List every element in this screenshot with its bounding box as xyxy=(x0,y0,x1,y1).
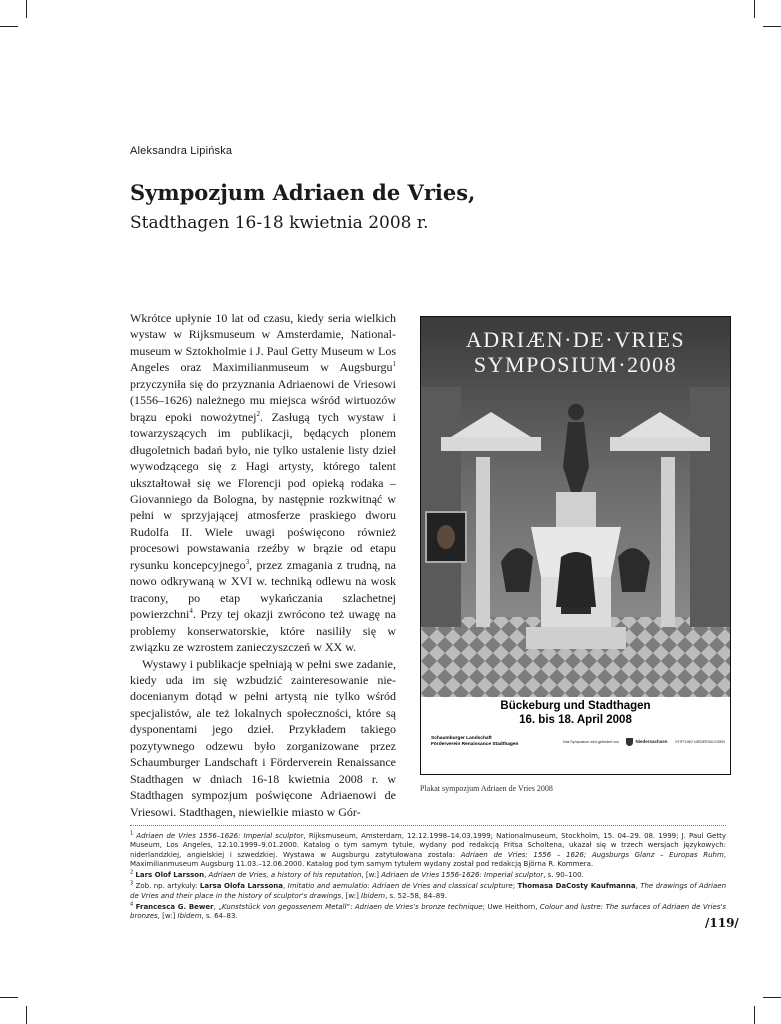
text-run: ; xyxy=(512,882,518,891)
poster-title-line: ADRIÆN·DE·VRIES xyxy=(465,327,686,352)
sponsor-note: Das Symposium wird gefördert von xyxy=(563,740,619,744)
poster-organizers xyxy=(431,736,518,748)
footnote-number: 1 xyxy=(130,830,134,837)
bold-text: Thomasa DaCosty Kaufmanna xyxy=(517,882,636,891)
crop-mark xyxy=(26,0,27,18)
italic-text: Adriaen de Vries's bronze technique xyxy=(354,903,483,912)
poster-dates: 16. bis 18. April 2008 xyxy=(519,714,632,726)
crest-icon xyxy=(626,738,633,746)
italic-text: Adriaen de Vries, a history of his reputation xyxy=(208,871,362,880)
footnote-ref: 3 xyxy=(245,557,250,566)
text-run: ; Uwe Heithorn, xyxy=(482,903,540,912)
italic-text: Colour and lustre: The surfaces of Adriaen de Vries's bronzes xyxy=(130,903,727,921)
text-run: , [w:] xyxy=(341,891,362,900)
crop-mark xyxy=(763,26,781,27)
poster-sponsor-logos xyxy=(563,738,725,746)
footnotes xyxy=(130,832,726,924)
author-name: Aleksandra Lipińska xyxy=(130,145,233,157)
italic-text: Adriaen de Vries: 1556 – 1626; Augsburgs Glanz – Europas Ruhm xyxy=(460,850,724,859)
text-run: , s. 52–58, 84–89. xyxy=(385,891,447,900)
italic-text: Ibidem xyxy=(177,912,202,921)
poster-place-dates xyxy=(421,699,730,727)
crop-mark xyxy=(763,997,781,998)
poster-title-line: SYMPOSIUM·2008 xyxy=(473,352,678,377)
poster-org-line: Förderverein Renaissance Stadthagen xyxy=(431,742,519,747)
poster-place: Bückeburg und Stadthagen xyxy=(500,700,651,712)
text-run: , s. 64–83. xyxy=(201,912,238,921)
text-run: Wkrótce upłynie 10 lat od czasu, kiedy seria wielkich wystaw w Rijksmuseum w Amsterdamie, Nationalmuseum w Sztokholmie i J. Paul Getty Museum w Los Angeles oraz Maximilianmuseum w Augsburgu xyxy=(130,311,396,375)
paragraph-1 xyxy=(130,310,396,656)
crop-mark xyxy=(0,26,18,27)
footnote-ref: 1 xyxy=(392,360,396,369)
text-run: , przez zmagania z trudną, na nowo odkrywaną w XVI w. techniką odlewu na wosk tracony, po etap wykańczania szlachetnej powierzchni xyxy=(130,557,396,622)
poster-title xyxy=(421,327,730,377)
footnote xyxy=(130,882,726,901)
text-run: , Maximilianmuseum Augsburg 11.03.–12.06.2000. Katalog pod tym samym tytułem wydany został pod redakcją Björna R. Kommera. xyxy=(130,850,727,868)
crop-mark xyxy=(0,997,18,998)
italic-text: Imitatio and aemulatio: Adriaen de Vries and classical sculpture xyxy=(287,882,513,891)
article-title: Sympozjum Adriaen de Vries, xyxy=(130,180,476,205)
paragraph-2: Wystawy i publikacje spełniają w pełni swe zadanie, kiedy uda im się wzbudzić zainteresowanie niedocenianym dotąd w pełni artystą nie tylko wśród specjalistów, ale też lokalnych społeczności, które są dysponentami jego dzieł. Przykładem takiego pozytywnego odzewu było zorganizowane przez Schaumburger Landschaft i Förderverein Renaissance Stadthagen w dniach 16-18 kwietnia 2008 r. w Stadthagen sympozjum poświęcone Adriaenowi de Vriesowi. Stadthagen, niewielkie miasto w Gór- xyxy=(130,656,396,819)
footnote-number: 4 xyxy=(130,901,134,908)
crop-mark xyxy=(754,1006,755,1024)
bold-text: Larsa Olofa Larssona xyxy=(199,882,284,891)
footnote-number: 3 xyxy=(130,881,134,888)
text-run: , [w:] xyxy=(361,871,382,880)
footnote-ref: 4 xyxy=(189,607,193,616)
footnote xyxy=(130,832,726,869)
text-run: , xyxy=(283,882,288,891)
bold-text: Francesca G. Bewer xyxy=(135,903,214,912)
text-run: . Przy tej okazji zwrócono też uwagę na problemy konserwatorskie, które nasiliły się w związku ze wzrostem zanieczyszczeń w XX w. xyxy=(130,607,396,655)
bold-text: Lars Olof Larsson xyxy=(135,871,205,880)
symposium-poster xyxy=(420,316,731,775)
niedersachsen-logo xyxy=(626,738,667,746)
text-run: Zob. np. artykuły: xyxy=(135,882,200,891)
text-run: przyczyniła się do przyznania Adriaenowi de Vriesowi (1556–1626) należnego mu miejsca wśród wirtuozów brązu epoki nowożytnej xyxy=(130,376,396,424)
italic-text: Kunststück von gegossenem Metall xyxy=(221,903,347,912)
text-run: , s. 90–100. xyxy=(543,871,584,880)
text-run: , Rijksmuseum, Amsterdam, 12.12.1998–14.03.1999; Nationalmuseum, Stockholm, 15. 04–29. 08. 1999; J. Paul Getty Museum, Los Angeles, 12.10.1999–9.01.2000. Katalog o tym samym tytule, wydany pod redakcją Fritsa Scholtena, ukazał się w trzech wersjach językowych: niderlandzkiej, angielskiej i szwedzkiej. Wystawa w Augsburgu zatytułowana została: xyxy=(130,832,726,859)
italic-text: Adriaen de Vries 1556–1626: Imperial sculptor xyxy=(136,832,304,840)
text-run: , xyxy=(204,871,209,880)
footnote xyxy=(130,903,726,922)
text-run: . Zasługą tych wystaw i towarzyszących im publikacji, będących plonem długoletnich badań było, nie tylko ustalenie listy dzieł wywodzącego się z Hagi artysty, którego talent ukształtował się we Florencji pod opieką rodaka – Giovanniego da Bologna, by następnie rozkwitnąć w pełni w sprzyjającej atmosferze praskiego dworu Rudolfa II. Wiele uwagi poświęcono również procesowi powstawania rzeźby w brązie od etapu rysunku koncepcyjnego xyxy=(130,409,396,572)
niedersachsen-label: Niedersachsen xyxy=(635,738,668,744)
figure-caption: Plakat sympozjum Adriaen de Vries 2008 xyxy=(420,784,553,793)
article-body xyxy=(130,310,396,820)
footnote-divider xyxy=(130,825,726,826)
text-run: , xyxy=(635,882,641,891)
text-run: , [w:] xyxy=(157,912,178,921)
italic-text: The drawings of Adriaen de Vries and their place in the history of sculptor's drawings xyxy=(130,882,727,900)
stiftung-logo: STIFTUNG NIEDERSACHSEN xyxy=(675,740,725,744)
footnote-ref: 2 xyxy=(256,409,260,418)
text-run: , „ xyxy=(213,903,222,912)
poster-org-line: Schaumburger Landschaft xyxy=(431,736,492,741)
crop-mark xyxy=(754,0,755,18)
page-number: /119/ xyxy=(705,916,739,930)
article-subtitle: Stadthagen 16-18 kwietnia 2008 r. xyxy=(130,213,429,233)
footnote xyxy=(130,871,726,880)
italic-text: Ibidem xyxy=(361,891,386,900)
italic-text: Adriaen de Vries 1556-1626: Imperial sculptor xyxy=(381,871,544,880)
text-run: ”: xyxy=(346,903,355,912)
crop-mark xyxy=(26,1006,27,1024)
footnote-number: 2 xyxy=(130,869,134,876)
